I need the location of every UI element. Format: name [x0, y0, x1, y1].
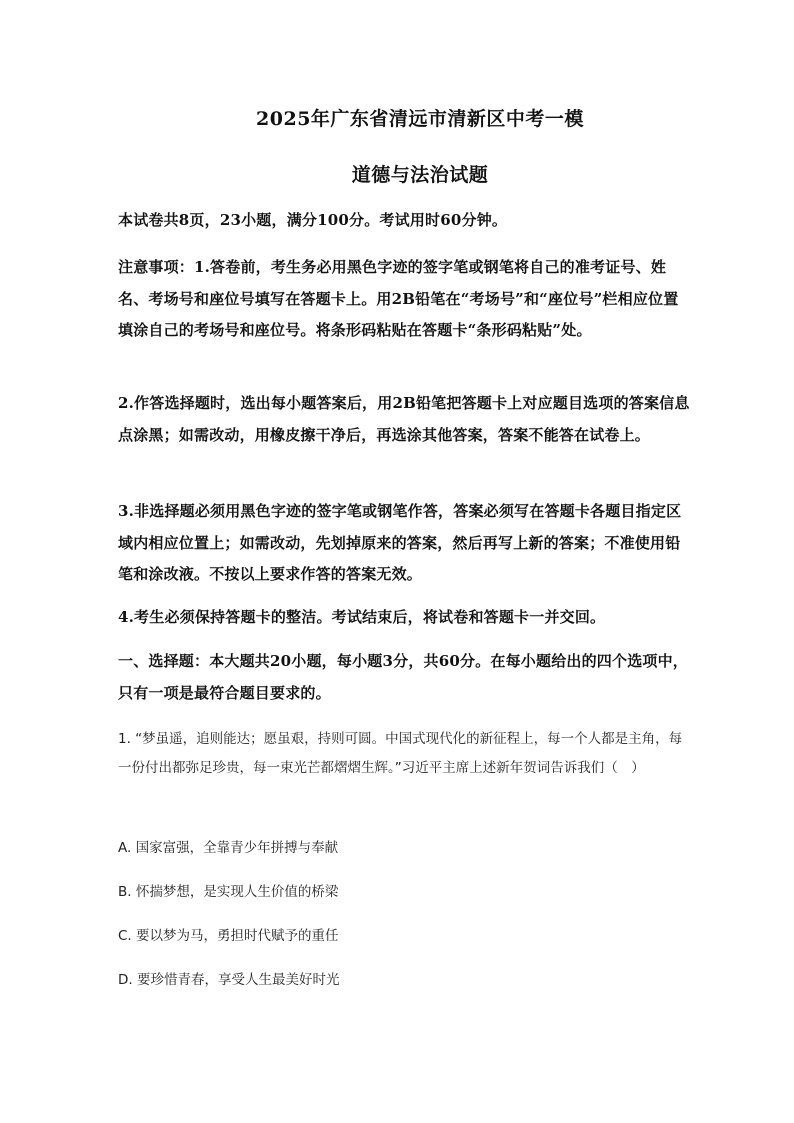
exam-title: 2025年广东省清远市清新区中考一模 — [256, 108, 584, 130]
exam-subtitle: 道德与法治试题 — [351, 164, 489, 186]
question-1-option-c: C. 要以梦为马，勇担时代赋予的重任 — [118, 928, 339, 944]
note-2: 2.作答选择题时，选出每小题答案后，用2B铅笔把答题卡上对应题目选项的答案信息点涂黑；如需改动，用橡皮擦干净后，再选涂其他答案，答案不能答在试卷上。 — [118, 394, 690, 444]
exam-intro: 本试卷共8页，23小题，满分100分。考试用时60分钟。 — [118, 211, 508, 229]
section-heading: 一、选择题：本大题共20小题，每小题3分，共60分。在每小题给出的四个选项中，只有一项是最符合题目要求的。 — [118, 652, 688, 702]
question-1-option-d: D. 要珍惜青春，享受人生最美好时光 — [118, 972, 340, 988]
question-1-option-a: A. 国家富强，全靠青少年拼搏与奉献 — [118, 840, 339, 856]
note-1: 注意事项：1.答卷前，考生务必用黑色字迹的签字笔或钢笔将自己的准考证号、姓名、考场号和座位号填写在答题卡上。用2B铅笔在“考场号”和“座位号”栏相应位置填涂自己的考场号和座位号。将条形码粘贴在答题卡“条形码粘贴”处。 — [118, 258, 679, 339]
question-1-stem: 1. “梦虽遥，追则能达；愿虽艰，持则可圆。中国式现代化的新征程上，每一个人都是主角，每一份付出都弥足珍贵，每一束光芒都熠熠生辉。”习近平主席上述新年贺词告诉我们（ ） — [118, 731, 683, 776]
note-3: 3.非选择题必须用黑色字迹的签字笔或钢笔作答，答案必须写在答题卡各题目指定区域内相应位置上；如需改动，先划掉原来的答案，然后再写上新的答案；不准使用铅笔和涂改液。不按以上要求作答的答案无效。 — [118, 502, 682, 583]
note-4: 4.考生必须保持答题卡的整洁。考试结束后，将试卷和答题卡一并交回。 — [118, 608, 606, 626]
question-1-option-b: B. 怀揣梦想，是实现人生价值的桥梁 — [118, 884, 339, 900]
